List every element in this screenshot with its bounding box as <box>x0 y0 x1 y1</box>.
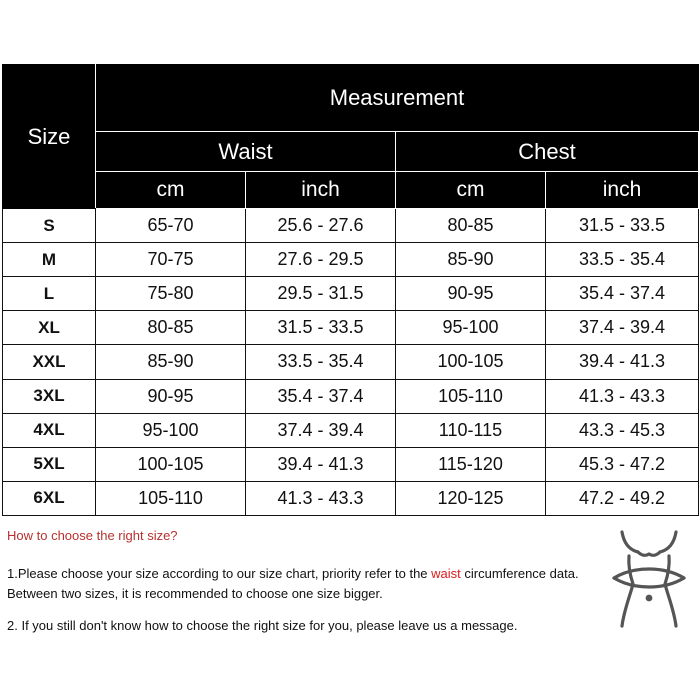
size-cell: 3XL <box>3 379 96 413</box>
how-to-choose-title: How to choose the right size? <box>7 528 178 543</box>
table-row <box>3 209 699 243</box>
table-row <box>3 447 699 481</box>
waist-cm-cell: 85-90 <box>96 345 246 379</box>
chest-cm-cell: 100-105 <box>396 345 546 379</box>
size-cell: L <box>3 277 96 311</box>
chest-cm-cell: 80-85 <box>396 209 546 243</box>
size-cell: XL <box>3 311 96 345</box>
chest-inch-cell: 33.5 - 35.4 <box>546 243 699 277</box>
table-row <box>3 481 699 515</box>
chest-header: Chest <box>396 132 699 172</box>
tip1-text-start: 1.Please choose your size according to our size chart, priority refer to the <box>7 566 432 581</box>
chest-inch-cell: 41.3 - 43.3 <box>546 379 699 413</box>
waist-cm-cell: 70-75 <box>96 243 246 277</box>
chest-cm-cell: 105-110 <box>396 379 546 413</box>
waist-inch-cell: 37.4 - 39.4 <box>246 413 396 447</box>
table-row <box>3 345 699 379</box>
waist-inch-cell: 27.6 - 29.5 <box>246 243 396 277</box>
chest-cm-cell: 95-100 <box>396 311 546 345</box>
waist-cm-cell: 95-100 <box>96 413 246 447</box>
tip1-text-end: circumference data. Between two sizes, it is recommended to choose one size bigger. <box>7 566 579 601</box>
size-cell: XXL <box>3 345 96 379</box>
waist-inch-cell: 25.6 - 27.6 <box>246 209 396 243</box>
waist-cm-cell: 105-110 <box>96 481 246 515</box>
measurement-header: Measurement <box>96 65 699 132</box>
size-chart-table <box>2 64 699 516</box>
waist-cm-cell: 80-85 <box>96 311 246 345</box>
size-cell: 6XL <box>3 481 96 515</box>
waist-inch-cell: 33.5 - 35.4 <box>246 345 396 379</box>
size-column-header: Size <box>3 65 96 209</box>
waist-inch-cell: 35.4 - 37.4 <box>246 379 396 413</box>
waist-inch-cell: 39.4 - 41.3 <box>246 447 396 481</box>
waist-cm-cell: 90-95 <box>96 379 246 413</box>
tip-waist-priority <box>7 564 607 604</box>
chest-cm-cell: 110-115 <box>396 413 546 447</box>
chest-cm-cell: 85-90 <box>396 243 546 277</box>
waist-cm-cell: 75-80 <box>96 277 246 311</box>
waist-inch-cell: 41.3 - 43.3 <box>246 481 396 515</box>
table-row <box>3 277 699 311</box>
chest-inch-cell: 43.3 - 45.3 <box>546 413 699 447</box>
chest-inch-cell: 31.5 - 33.5 <box>546 209 699 243</box>
chest-cm-header: cm <box>396 172 546 209</box>
waist-inch-cell: 31.5 - 33.5 <box>246 311 396 345</box>
tip-leave-message: 2. If you still don't know how to choose the right size for you, please leave us a message. <box>7 618 518 633</box>
body-measurement-icon <box>608 526 690 632</box>
chest-inch-cell: 47.2 - 49.2 <box>546 481 699 515</box>
chest-inch-cell: 45.3 - 47.2 <box>546 447 699 481</box>
chest-inch-header: inch <box>546 172 699 209</box>
size-cell: S <box>3 209 96 243</box>
chest-cm-cell: 90-95 <box>396 277 546 311</box>
chest-inch-cell: 35.4 - 37.4 <box>546 277 699 311</box>
table-row <box>3 243 699 277</box>
size-cell: 4XL <box>3 413 96 447</box>
waist-inch-header: inch <box>246 172 396 209</box>
waist-cm-cell: 65-70 <box>96 209 246 243</box>
table-row <box>3 379 699 413</box>
table-row <box>3 311 699 345</box>
chest-cm-cell: 120-125 <box>396 481 546 515</box>
waist-cm-header: cm <box>96 172 246 209</box>
chest-inch-cell: 39.4 - 41.3 <box>546 345 699 379</box>
table-row <box>3 413 699 447</box>
chest-cm-cell: 115-120 <box>396 447 546 481</box>
waist-cm-cell: 100-105 <box>96 447 246 481</box>
tip1-highlight-waist: waist <box>431 566 461 581</box>
size-cell: 5XL <box>3 447 96 481</box>
waist-inch-cell: 29.5 - 31.5 <box>246 277 396 311</box>
chest-inch-cell: 37.4 - 39.4 <box>546 311 699 345</box>
size-cell: M <box>3 243 96 277</box>
waist-header: Waist <box>96 132 396 172</box>
